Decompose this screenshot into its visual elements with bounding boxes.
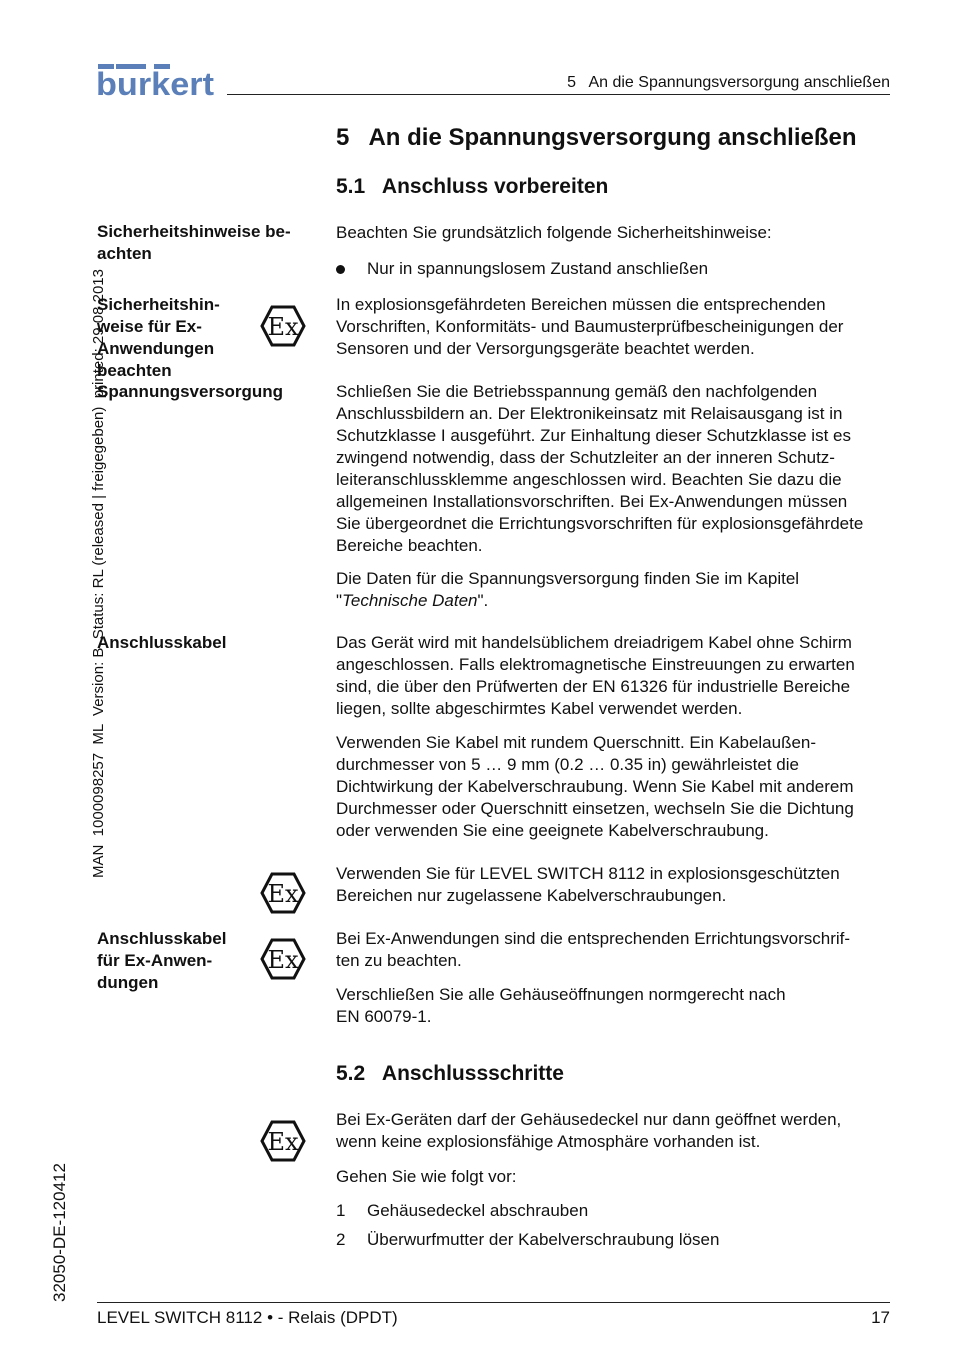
paragraph-technical-data-ref: Die Daten für die Spannungsversorgung finden Sie im Kapitel "Technische Daten". <box>336 569 800 610</box>
paragraph-power-supply: Schließen Sie die Betriebsspannung gemäß den nachfolgenden Anschlussbildern an. Der Elektronikeinsatz mit Relaisausgang ist in Schutzklasse I ausgeführt. Zur Einhaltung dieser Schutzklasse ist es zwingend notwendig, dass der Schutzleiter an der inneren Schutz- leiteranschlussklemme angeschlossen wird. Beachten Sie dazu die allgemeinen Installationsvorschriften. Bei Ex-Anwendungen müssen Sie übergeordnet die Errichtungsvorschriften für explosionsgefährdete Bereiche beachten. <box>336 382 864 555</box>
footer-product: LEVEL SWITCH 8112 • - Relais (DPDT) <box>97 1308 398 1327</box>
paragraph-ex-installation: Bei Ex-Anwendungen sind die entsprechenden Errichtungsvorschrif- ten zu beachten. <box>336 929 851 970</box>
section-5-1-title: 5.1 Anschluss vorbereiten <box>336 175 609 198</box>
running-title: 5 An die Spannungsversorgung anschließen <box>567 74 890 91</box>
side-label-safety-ex: Sicherheitshin- weise für Ex- Anwendungen beachten <box>97 295 220 380</box>
svg-text:Ex: Ex <box>267 880 299 908</box>
doc-code-vertical: 32050-DE-120412 <box>50 1163 69 1302</box>
paragraph-housing-openings: Verschließen Sie alle Gehäuseöffnungen normgerecht nach EN 60079-1. <box>336 985 786 1026</box>
paragraph-cable-glands: Verwenden Sie für LEVEL SWITCH 8112 in explosionsgeschützten Bereichen nur zugelassene Kabelverschraubungen. <box>336 864 840 905</box>
bullet-item: Nur in spannungslosem Zustand anschließen <box>336 258 892 280</box>
footer-rule <box>97 1302 890 1303</box>
svg-text:Ex: Ex <box>267 946 299 974</box>
header-rule <box>227 94 890 95</box>
step-item: 1 Gehäusedeckel abschrauben <box>336 1201 589 1220</box>
logo-text: burkert <box>96 66 215 102</box>
ex-explosion-protection-icon <box>260 872 306 914</box>
ex-explosion-protection-icon <box>260 1120 306 1162</box>
burkert-logo <box>96 62 216 102</box>
paragraph-ex-regulations: In explosionsgefährdeten Bereichen müssen die entsprechenden Vorschriften, Konformitäts- und Baumusterprüfbescheinigungen der Sensoren und der Versorgungsgeräte beachtet werden. <box>336 295 844 358</box>
side-label-cable-ex: Anschlusskabel für Ex-Anwen- dungen <box>97 929 227 992</box>
section-5-2-title: 5.2 Anschlussschritte <box>336 1062 564 1085</box>
svg-text:Ex: Ex <box>267 313 299 341</box>
paragraph-intro: Beachten Sie grundsätzlich folgende Sicherheitshinweise: <box>336 223 772 242</box>
step-item: 2 Überwurfmutter der Kabelverschraubung lösen <box>336 1230 720 1249</box>
side-label-power: Spannungsversorgung <box>97 382 284 401</box>
svg-text:Ex: Ex <box>267 1128 299 1156</box>
paragraph-cable-diameter: Verwenden Sie Kabel mit rundem Querschnitt. Ein Kabelaußen- durchmesser von 5 … 9 mm (0.2 … 0.35 in) gewährleistet die Dichtwirkung der Kabelverschraubung. Wenn Sie Kabel mit anderem Durchmesser oder Querschnitt einsetzen, wechseln Sie die Dichtung oder verwenden Sie eine geeignete Kabelverschraubung. <box>336 733 854 840</box>
paragraph-housing-cover: Bei Ex-Geräten darf der Gehäusedeckel nur dann geöffnet werden, wenn keine explosionsfähige Atmosphäre vorhanden ist. <box>336 1110 842 1151</box>
page-number: 17 <box>871 1308 890 1327</box>
chapter-title: 5 An die Spannungsversorgung anschließen <box>336 124 857 151</box>
ex-explosion-protection-icon <box>260 938 306 980</box>
ex-explosion-protection-icon <box>260 305 306 347</box>
bullet-dot <box>336 265 345 274</box>
document-info-vertical: MAN 1000098257 ML Version: B Status: RL (released | freigegeben) printed: 29.08.2013 <box>90 269 107 878</box>
side-label-safety: Sicherheitshinweise be- achten <box>97 222 291 263</box>
side-label-cable: Anschlusskabel <box>97 633 227 652</box>
chapter-reference: Technische Daten <box>342 591 478 610</box>
paragraph-cable: Das Gerät wird mit handelsüblichem dreiadrigem Kabel ohne Schirm angeschlossen. Falls elektromagnetische Einstreuungen zu erwarten sind, die über den Prüfwerten der EN 61326 für industrielle Bereiche liegen, sollte abgeschirmtes Kabel verwendet werden. <box>336 633 855 718</box>
paragraph-procedure: Gehen Sie wie folgt vor: <box>336 1167 517 1186</box>
